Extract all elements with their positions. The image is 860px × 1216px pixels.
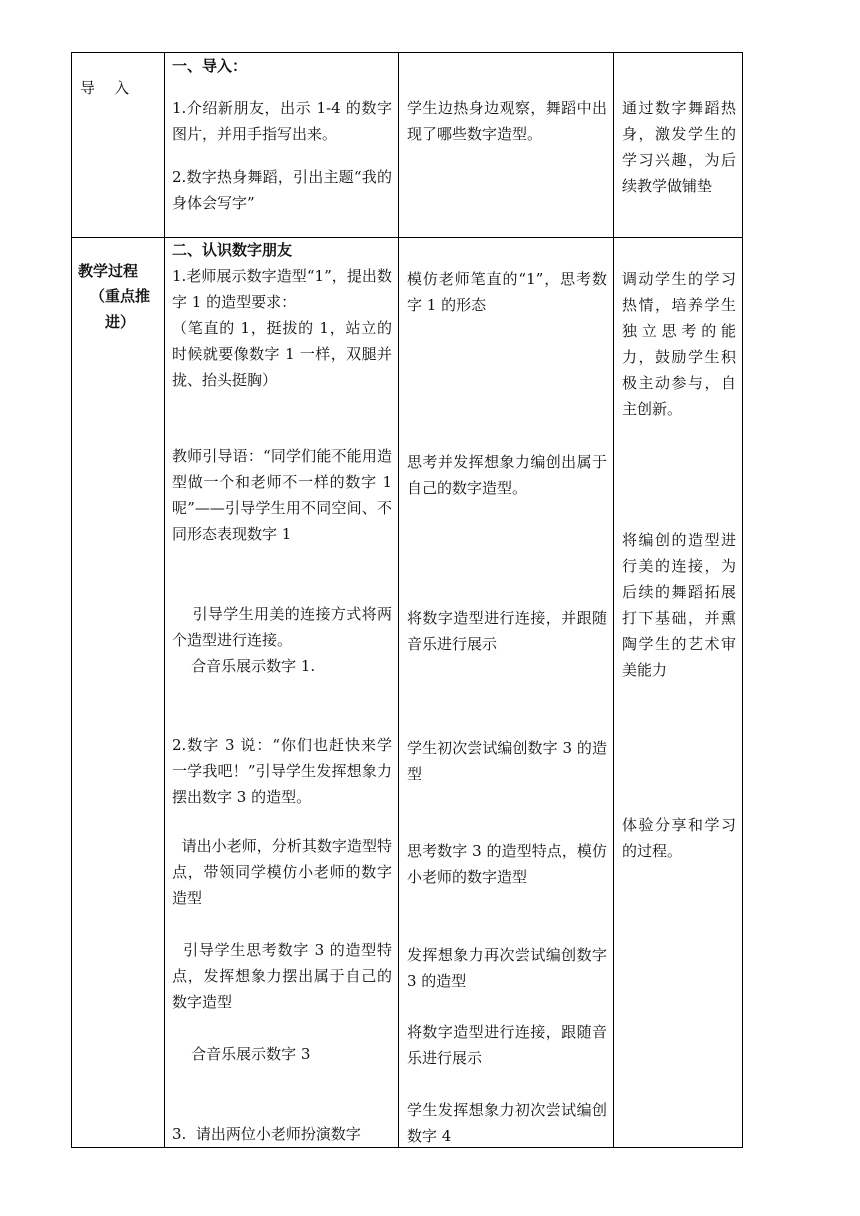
teacher-activity: （笔直的 1，挺拔的 1，站立的时候就要像数字 1 一样，双腿并拢、抬头挺胸） [172,319,392,389]
student-activity: 将数字造型进行连接，跟随音乐进行展示 [407,1023,607,1067]
student-activity: 思考数字 3 的造型特点，模仿小老师的数字造型 [407,842,607,886]
section-heading-intro: 一、导入： [172,57,248,75]
teacher-activity: 1.老师展示数字造型“1”，提出数字 1 的造型要求： [172,267,392,311]
teacher-activity: 教师引导语：“同学们能不能用造型做一个和老师不一样的数字 1 呢”——引导学生用不同空间、不同形态表现数字 1 [172,447,397,543]
design-purpose: 将编创的造型进行美的连接，为后续的舞蹈拓展打下基础，并熏陶学生的艺术审美能力 [622,531,736,679]
student-activity: 将数字造型进行连接，并跟随音乐进行展示 [407,609,607,653]
teacher-activity: 2.数字 3 说：“你们也赶快来学一学我吧！”引导学生发挥想象力摆出数字 3 的造型。 [172,736,392,806]
stage-label-process-sub: （重点推进） [89,287,150,331]
teacher-activity: 引导学生用美的连接方式将两个造型进行连接。 [172,605,392,649]
column-divider [398,52,399,1148]
student-activity: 学生发挥想象力初次尝试编创数字 4 [407,1101,607,1145]
column-divider [613,52,614,1148]
stage-label-process: 教学过程 [78,262,139,280]
teacher-activity: 请出小老师，分析其数字造型特点，带领同学模仿小老师的数字造型 [172,837,392,907]
teacher-activity: 合音乐展示数字 3 [172,1045,311,1063]
design-purpose: 体验分享和学习的过程。 [622,816,736,860]
column-divider [164,52,165,1148]
student-activity: 发挥想象力再次尝试编创数字 3 的造型 [407,946,612,990]
teacher-activity: 1.介绍新朋友，出示 1-4 的数字图片，并用手指写出来。 [172,99,392,143]
teacher-activity: 2.数字热身舞蹈，引出主题“我的身体会写字” [172,168,392,212]
student-activity: 学生初次尝试编创数字 3 的造型 [407,739,607,783]
stage-label-intro: 导 入 [80,79,130,97]
teacher-activity: 引导学生思考数字 3 的造型特点，发挥想象力摆出属于自己的数字造型 [172,941,392,1011]
student-activity: 思考并发挥想象力编创出属于自己的数字造型。 [407,453,607,497]
teacher-activity: 合音乐展示数字 1. [172,657,316,675]
student-activity: 学生边热身边观察，舞蹈中出现了哪些数字造型。 [407,99,607,143]
student-activity: 模仿老师笔直的“1”，思考数字 1 的形态 [407,270,607,314]
design-purpose: 通过数字舞蹈热身，激发学生的学习兴趣，为后续教学做铺垫 [622,99,736,195]
design-purpose: 调动学生的学习热情，培养学生独立思考的能力，鼓励学生积极主动参与，自主创新。 [622,270,736,418]
section-heading-process: 二、认识数字朋友 [172,241,293,259]
teacher-activity: 3. 请出两位小老师扮演数字 [172,1125,361,1143]
